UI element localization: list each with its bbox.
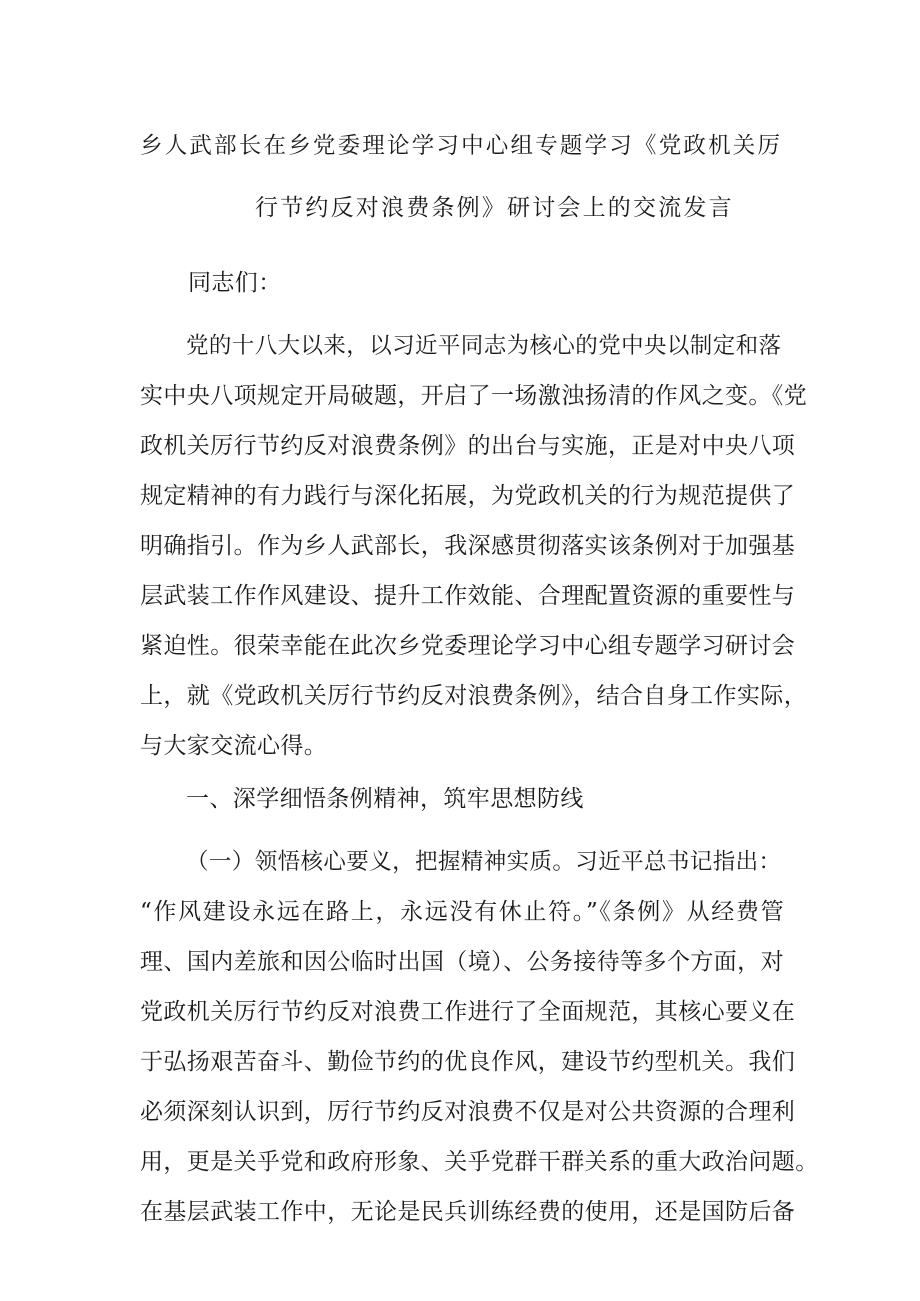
paragraph-2-line: 用，更是关乎党和政府形象、关乎党群干群关系的重大政治问题。: [140, 1149, 819, 1175]
paragraph-1-line: 政机关厉行节约反对浪费条例》的出台与实施，正是对中央八项: [140, 433, 796, 459]
paragraph-2-line: 理、国内差旅和因公临时出国（境）、公务接待等多个方面，对: [140, 949, 784, 975]
paragraph-2-line: 必须深刻认识到，厉行节约反对浪费不仅是对公共资源的合理利: [140, 1099, 796, 1125]
paragraph-2-line: （一）领悟核心要义，把握精神实质。习近平总书记指出：: [186, 849, 782, 875]
section-heading-1: 一、深学细悟条例精神，筑牢思想防线: [186, 786, 584, 812]
document-title-line-2: 行节约反对浪费条例》研讨会上的交流发言: [255, 195, 734, 221]
greeting: 同志们：: [188, 270, 282, 296]
paragraph-1-line: 上，就《党政机关厉行节约反对浪费条例》，结合自身工作实际，: [140, 683, 808, 709]
paragraph-1-line: 与大家交流心得。: [140, 733, 328, 759]
paragraph-2-line: “作风建设永远在路上，永远没有休止符。”《条例》从经费管: [140, 899, 784, 925]
paragraph-2-line: 在基层武装工作中，无论是民兵训练经费的使用，还是国防后备: [140, 1199, 796, 1225]
paragraph-1-line: 规定精神的有力践行与深化拓展，为党政机关的行为规范提供了: [140, 483, 796, 509]
paragraph-1-line: 实中央八项规定开局破题，开启了一场激浊扬清的作风之变。《党: [140, 383, 808, 409]
paragraph-1-line: 党的十八大以来，以习近平同志为核心的党中央以制定和落: [186, 333, 782, 359]
paragraph-1-line: 明确指引。作为乡人武部长，我深感贯彻落实该条例对于加强基: [140, 533, 796, 559]
document-title-line-1: 乡人武部长在乡党委理论学习中心组专题学习《党政机关厉: [140, 133, 783, 159]
paragraph-2-line: 党政机关厉行节约反对浪费工作进行了全面规范，其核心要义在: [140, 999, 796, 1025]
paragraph-1-line: 紧迫性。很荣幸能在此次乡党委理论学习中心组专题学习研讨会: [140, 633, 796, 659]
paragraph-1-line: 层武装工作作风建设、提升工作效能、合理配置资源的重要性与: [140, 583, 796, 609]
paragraph-2-line: 于弘扬艰苦奋斗、勤俭节约的优良作风，建设节约型机关。我们: [140, 1049, 796, 1075]
